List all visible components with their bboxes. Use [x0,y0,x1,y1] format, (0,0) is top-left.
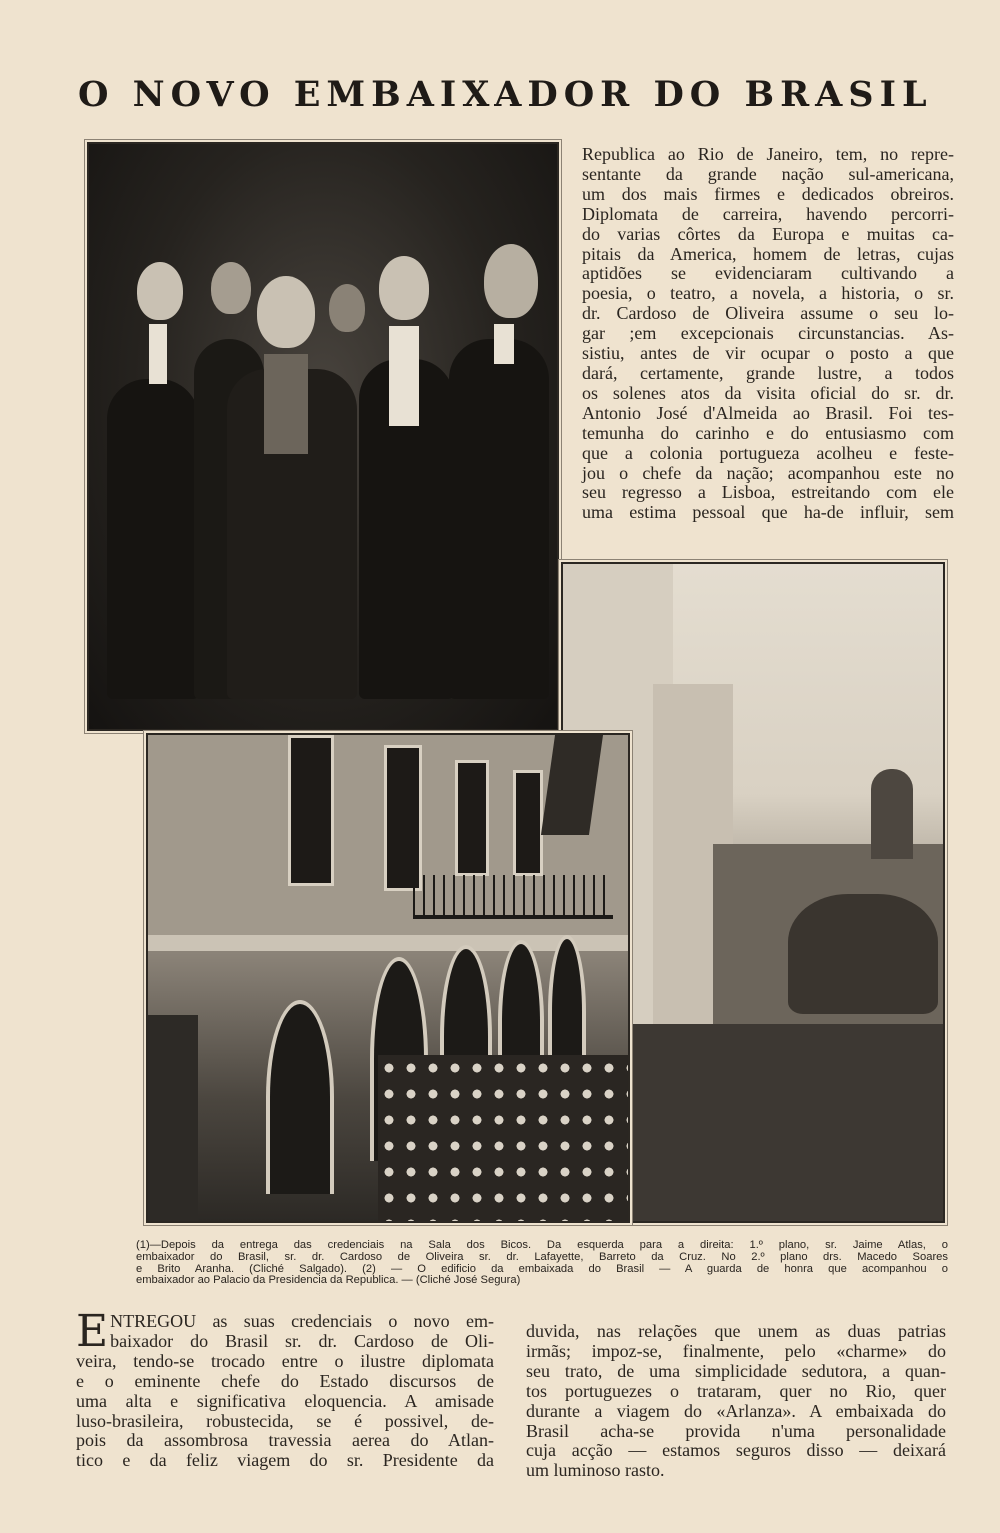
text-line: irmãs; impoz-se, finalmente, pelo «charme» do [526,1340,946,1361]
article-bottom-right [526,1322,946,1481]
text-line: seu regresso a Lisboa, estreitando com ele [582,482,954,503]
text-line: durante a viagem do «Arlanza». A embaixada do [526,1400,946,1421]
text-line: dr. Cardoso de Oliveira assume o seu lo- [582,303,954,324]
text-line: dará, certamente, grande lustre, a todos [582,362,954,383]
text-line: que a colonia portugueza acolheu e feste- [582,442,954,463]
text-line: pitais da America, homem de letras, cujas [582,243,954,264]
text-line: Brasil acha-se provida n'uma personalidade [526,1420,946,1441]
text-line: sistiu, antes de vir ocupar o posto a que [582,343,954,364]
text-line: Republica ao Rio de Janeiro, tem, no repre- [582,144,954,164]
caption-line: (1)—Depois da entrega das credenciais na Sala dos Bicos. Da esquerda para a direita: 1.º plano, sr. Jaime Atlas, o [136,1239,948,1251]
article-bottom-left [76,1306,494,1471]
drop-cap: E [76,1306,109,1357]
photo-credentials-group [87,142,559,731]
text-line: cuja acção — estamos seguros disso — deixará [526,1440,946,1461]
text-line: uma estima pessoal que ha-de influir, sem [582,502,954,523]
text-line: tico e da feliz viagem do sr. Presidente da [76,1450,494,1471]
text-line: os solenes atos da visita oficial do sr. dr. [582,382,954,403]
caption-line: embaixador ao Palacio da Presidencia da Republica. — (Cliché José Segura) [136,1274,521,1287]
text-line: jou o chefe da nação; acompanhou este no [582,462,954,483]
text-line: sentante da grande nação sul-americana, [582,163,954,184]
caption-line: e Brito Aranha. (Cliché Salgado). (2) — O edificio da embaixada do Brasil — A guarda de honra que acompanhou o [136,1262,948,1275]
text-line: gar ;em excepcionais circunstancias. As- [582,323,954,344]
text-line: tos portuguezes o trataram, quer no Rio, quer [526,1380,946,1401]
photo-caption [136,1240,948,1287]
text-line: um luminoso rasto. [526,1460,665,1481]
page-headline: O NOVO EMBAIXADOR DO BRASIL [78,74,933,115]
text-line: NTREGOU as suas credenciais o novo em- [110,1311,494,1331]
text-line: temunha do carinho e do entusiasmo com [582,422,954,443]
text-line: Diplomata de carreira, havendo percorri- [582,203,954,224]
text-line: veira, tendo-se trocado entre o ilustre diplomata [76,1350,494,1371]
text-line: uma alta e significativa eloquencia. A amisade [76,1390,494,1411]
text-line: pois da assombrosa travessia aerea do Atlan- [76,1430,494,1451]
text-line: duvida, nas relações que unem as duas patrias [526,1321,946,1341]
text-line: poesia, o teatro, a novela, a historia, o sr. [582,283,954,304]
text-line: aptidões se evidenciaram cultivando a [582,263,954,284]
text-line: baixador do Brasil sr. dr. Cardoso de Oli- [110,1330,494,1351]
photo-embassy-building [146,733,630,1223]
text-line: seu trato, de uma simplicidade sedutora, a quan- [526,1360,946,1381]
caption-line: embaixador do Brasil, sr. dr. Cardoso de Oliveira sr. dr. Lafayette, Barreto da Cruz. No 2.º plano drs. Macedo Soares [136,1250,948,1263]
text-line: Antonio José d'Almeida ao Brasil. Foi tes- [582,402,954,423]
text-line: um dos mais firmes e dedicados obreiros. [582,183,954,204]
text-line: luso-brasileira, robustecida, se é possivel, de- [76,1410,494,1431]
article-right-column [582,145,954,523]
text-line: e o eminente chefe do Estado discursos de [76,1370,494,1391]
text-line: do varias côrtes da Europa e muitas ca- [582,223,954,244]
